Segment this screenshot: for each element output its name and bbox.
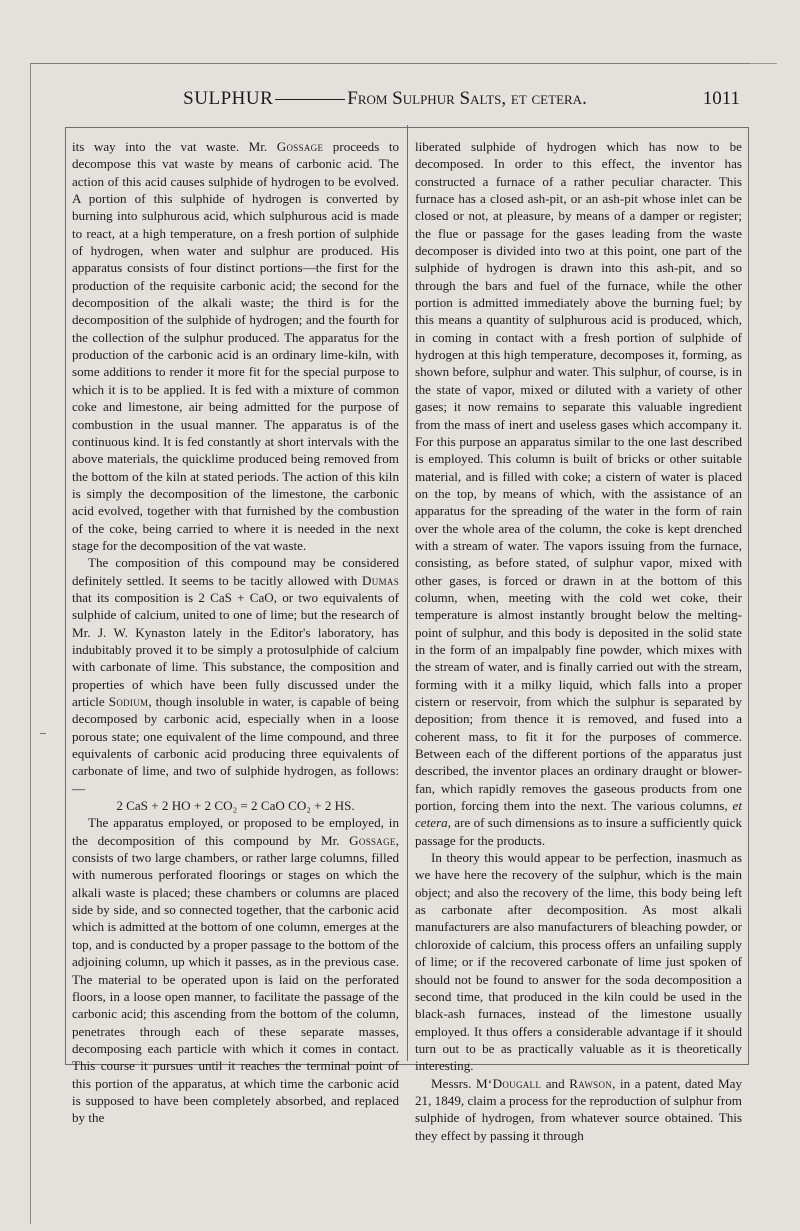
text-run: , in a patent, dated May 21, 1849, claim a process for the reproduction of sulphur from sulphide of hydrogen, from whatever source obtained. This they effect by passing it through [415,1075,742,1143]
left-column [72,138,399,1127]
right-paragraph-1 [415,138,742,849]
right-paragraph-3 [415,1075,742,1144]
text-run: its way into the vat waste. Mr. [72,139,277,154]
top-rule [30,63,750,64]
text-run: and [541,1075,570,1091]
text-run: , are of such dimensions as to insure a sufficiently quick passage for the products. [415,815,742,848]
article-name: Sodium [108,694,149,709]
text-run: liberated sulphide of hydrogen which has now to be decomposed. In order to this effect, the inventor has constructed a furnace of a rather peculiar character. This furnace has a closed ash-pit, or an ash-pit whose inlet can be closed or not, at pleasure, by means of a damper or register; the flue or passage for the gases leading from the waste decomposer is divided into two at this point, one part of the sulphide of hydrogen is drawn into this ash-pit, and so through the bars and fuel of the furnace, while the other portion is admitted immediately above the burning fuel; by this means a quantity of sulphurous acid is produced, which, in coming in contact with a fresh portion of sulphide of hydrogen at this high temperature, decomposes it, forming, as shown before, sulphur and water. This sulphur, of course, is in the state of vapor, mixed or diluted with a variety of other gases; it now remains to separate this valuable ingredient from the mass of inert and useless gases which accompany it. For this purpose an apparatus similar to the one last described is employed. This column is built of bricks or other suitable material, and is filled with coke; a cistern of water is placed on the top, by means of which, with the assistance of an apparatus for the spreading of the water in the form of rain over the whole area of the column, the coke is kept drenched with a stream of water. The vapors issuing from the furnace, consisting, as before stated, of sulphur vapor, mixed with other gases, is forced or drawn in at the bottom of this column, when, meeting with the cold wet coke, their temperature is almost instantly brought below the melting-point of sulphur, and this body is deposited in the solid state in the form of an impalpably fine powder, which mixes with the stream of water, and is finally carried out with the stream, forming with it a milky liquid, which falls into a proper cistern or reservoir, from which the sulphur is separated by deposition; from thence it is removed, and fused into a coherent mass, to fit it for the purposes of commerce. Between each of the different portions of the apparatus just described, the inventor places an ordinary draught or blower-fan, which rapidly removes the gaseous products from one portion, forcing them into the next. The various columns, [415,139,742,814]
margin-mark [40,733,46,734]
person-name: M‘Dougall [475,1075,542,1091]
right-column [415,138,742,1144]
person-name: Gossage [349,832,396,848]
text-run: that its composition is 2 CaS + CaO, or two equivalents of sulphide of calcium, united to one of lime; but the research of Mr. J. W. Kynaston lately in the Editor's laboratory, has indubitably proved it to be simply a protosulphide of calcium with carbonate of lime. This substance, the composition and properties of which have been fully discussed under the article [72,589,399,709]
page-number: 1011 [702,88,740,109]
header-subtitle: From Sulphur Salts, et cetera. [347,88,587,109]
italic-term: et cetera [415,798,742,831]
text-run: The composition of this compound may be considered definitely settled. It seems to be tacitly allowed with [72,555,399,588]
person-name: Dumas [362,572,399,588]
text-run: proceeds to decompose this vat waste by means of carbonic acid. The action of this acid causes sulphide of hydrogen to be evolved. A portion of this sulphide of hydrogen is converted by burning into sulphurous acid, which sulphurous acid is made to react, at a high temperature, on a fresh portion of sulphide of hydrogen, when water and sulphur are produced. His apparatus consists of four distinct portions—the first for the production of the requisite carbonic acid; the second for the decomposition of the alkali waste; the third is for the decomposition of the sulphide of hydrogen; and the fourth for the collection of the sulphur produced. The apparatus for the production of the carbonic acid is an ordinary lime-kiln, with some additions to render it more fit for the special purpose to which it is to be applied. It is fed with a mixture of common coke and limestone, air being admitted for the purpose of combustion in the usual manner. The apparatus is of the continuous kind. It is fed constantly at short intervals with the above materials, the quicklime produced being removed from the bottom of the kiln at stated periods. The action of this kiln is simply the decomposition of the limestone, the carbonic acid evolved, together with that furnished by the combustion of the coke, being carried to where it is needed in the next stage for the decomposition of the vat waste. [72,139,399,553]
text-run: Messrs. [431,1075,476,1091]
header-title: SULPHUR [183,88,274,109]
right-paragraph-2: In theory this would appear to be perfection, inasmuch as we have here the recovery of the sulphur, which is the main object; and also the recovery of the lime, this body being left as carbonate after decomposition. As most alkali manufacturers are also manufacturers of bleaching powder, or chloroxide of calcium, this process offers an unfailing supply of lime; or if the recovered carbonate of lime just spoken of should not be found to answer for the soda decomposition a second time, that produced in the kiln could be used in the black-ash furnaces, instead of the limestone usually employed. It thus offers a considerable advantage if it should turn out to be as practically valuable as it is theoretically interesting. [415,850,742,1074]
running-header [30,88,740,112]
left-paragraph-2 [72,554,399,797]
text-box [65,127,749,1143]
text-run: , though insoluble in water, is capable of being decomposed by carbonic acid, especially when in a loose porous state; one equivalent of the lime compound, and three equivalents of carbonic acid producing three equivalents of carbonate of lime, and two of sulphide hydrogen, as follows: — [72,694,400,796]
text-run: The apparatus employed, or proposed to be employed, in the decomposition of this compound by Mr. [72,815,399,848]
person-name: Rawson [569,1075,613,1091]
person-name: Gossage [276,139,324,154]
chemical-equation: 2 CaS + 2 HO + 2 CO₂ = 2 CaO CO₂ + 2 HS. [116,798,355,814]
left-paragraph-1 [72,138,399,554]
left-paragraph-3 [72,814,399,1126]
text-run: , consists of two large chambers, or rather large columns, filled with numerous perforated floorings or stages on which the alkali waste is placed; these chambers or columns are placed side by side, and so connected together, that the carbonic acid which is admitted at the bottom of one column, emerges at the top, and is conducted by a proper passage to the bottom of the adjoining column, up which it passes, as in the previous case. The material to be operated upon is laid on the perforated floors, in a loose open manner, to facilitate the passage of the carbonic acid; this ascending from the bottom of the column, penetrates through each of these separate masses, decomposing each particle with which it comes in contact. This course it pursues until it reaches the terminal point of this portion of the apparatus, at which time the carbonic acid is supposed to have been completely absorbed, and replaced by the [72,832,399,1126]
header-dash [275,99,345,100]
column-divider [407,125,408,1061]
